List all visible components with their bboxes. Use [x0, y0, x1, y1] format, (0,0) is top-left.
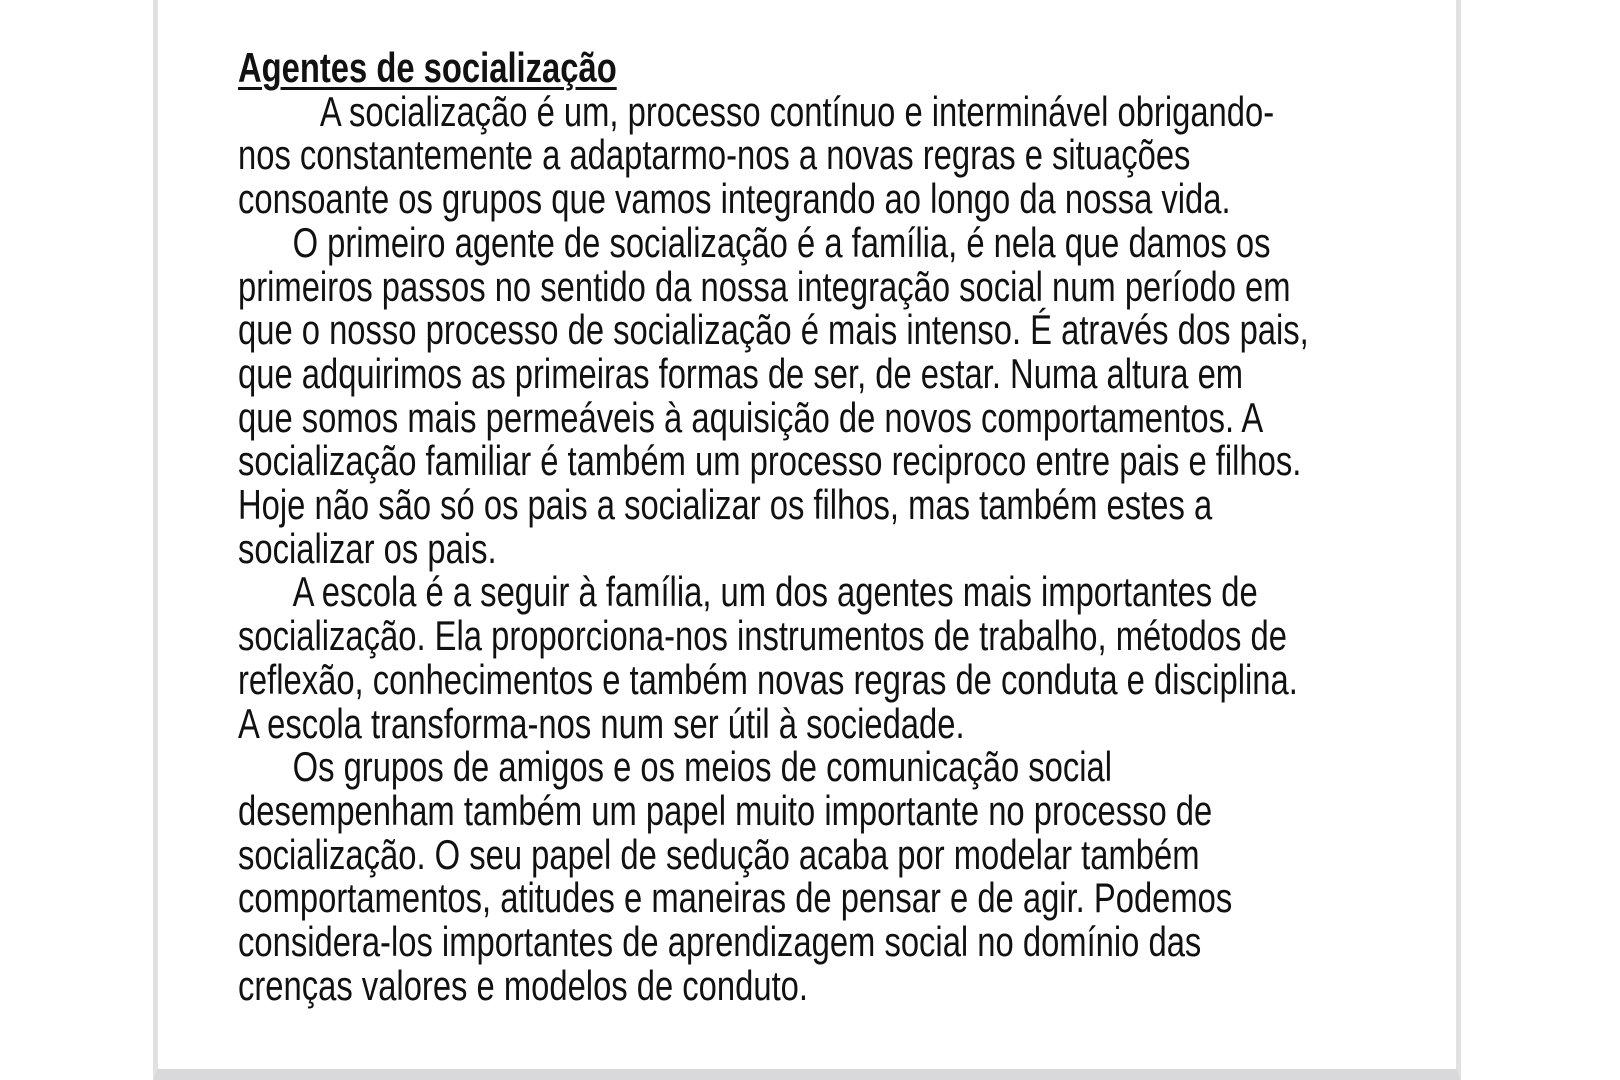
text-line: O primeiro agente de socialização é a família, é nela que damos os: [292, 218, 1271, 266]
text-line: A escola transforma-nos num ser útil à sociedade.: [238, 699, 965, 747]
document-page: [153, 0, 1461, 1080]
text-line: reflexão, conhecimentos e também novas regras de conduta e disciplina.: [238, 655, 1298, 703]
text-line: socialização familiar é também um processo reciproco entre pais e filhos.: [238, 437, 1302, 485]
text-line: A escola é a seguir à família, um dos agentes mais importantes de: [292, 568, 1258, 616]
text-line: nos constantemente a adaptarmo-nos a novas regras e situações: [238, 131, 1191, 179]
text-line: que o nosso processo de socialização é mais intenso. É através dos pais,: [238, 306, 1309, 354]
text-line: considera-los importantes de aprendizagem social no domínio das: [238, 918, 1202, 966]
document-body: [238, 46, 1438, 1007]
document-title: Agentes de socialização: [238, 44, 617, 91]
text-line: primeiros passos no sentido da nossa integração social num período em: [238, 262, 1291, 310]
paragraph-escola: [238, 570, 1438, 745]
text-line: que somos mais permeáveis à aquisição de novos comportamentos. A: [238, 393, 1264, 441]
text-line: consoante os grupos que vamos integrando ao longo da nossa vida.: [238, 175, 1231, 223]
paragraph-amigos-media: [238, 745, 1438, 1007]
text-line: socialização. O seu papel de sedução acaba por modelar também: [238, 830, 1200, 878]
text-line: desempenham também um papel muito importante no processo de: [238, 786, 1213, 834]
text-line: Os grupos de amigos e os meios de comunicação social: [292, 743, 1113, 791]
text-line: socialização. Ela proporciona-nos instrumentos de trabalho, métodos de: [238, 612, 1287, 660]
paragraph-intro: [238, 87, 1438, 223]
text-line: socializar os pais.: [238, 524, 497, 572]
text-line: crenças valores e modelos de conduto.: [238, 961, 808, 1009]
text-line: comportamentos, atitudes e maneiras de pensar e de agir. Podemos: [238, 874, 1233, 922]
text-line: Hoje não são só os pais a socializar os filhos, mas também estes a: [238, 481, 1213, 529]
paragraph-familia: [238, 218, 1438, 572]
text-line: A socialização é um, processo contínuo e interminável obrigando-: [319, 87, 1275, 135]
text-line: que adquirimos as primeiras formas de ser, de estar. Numa altura em: [238, 349, 1244, 397]
